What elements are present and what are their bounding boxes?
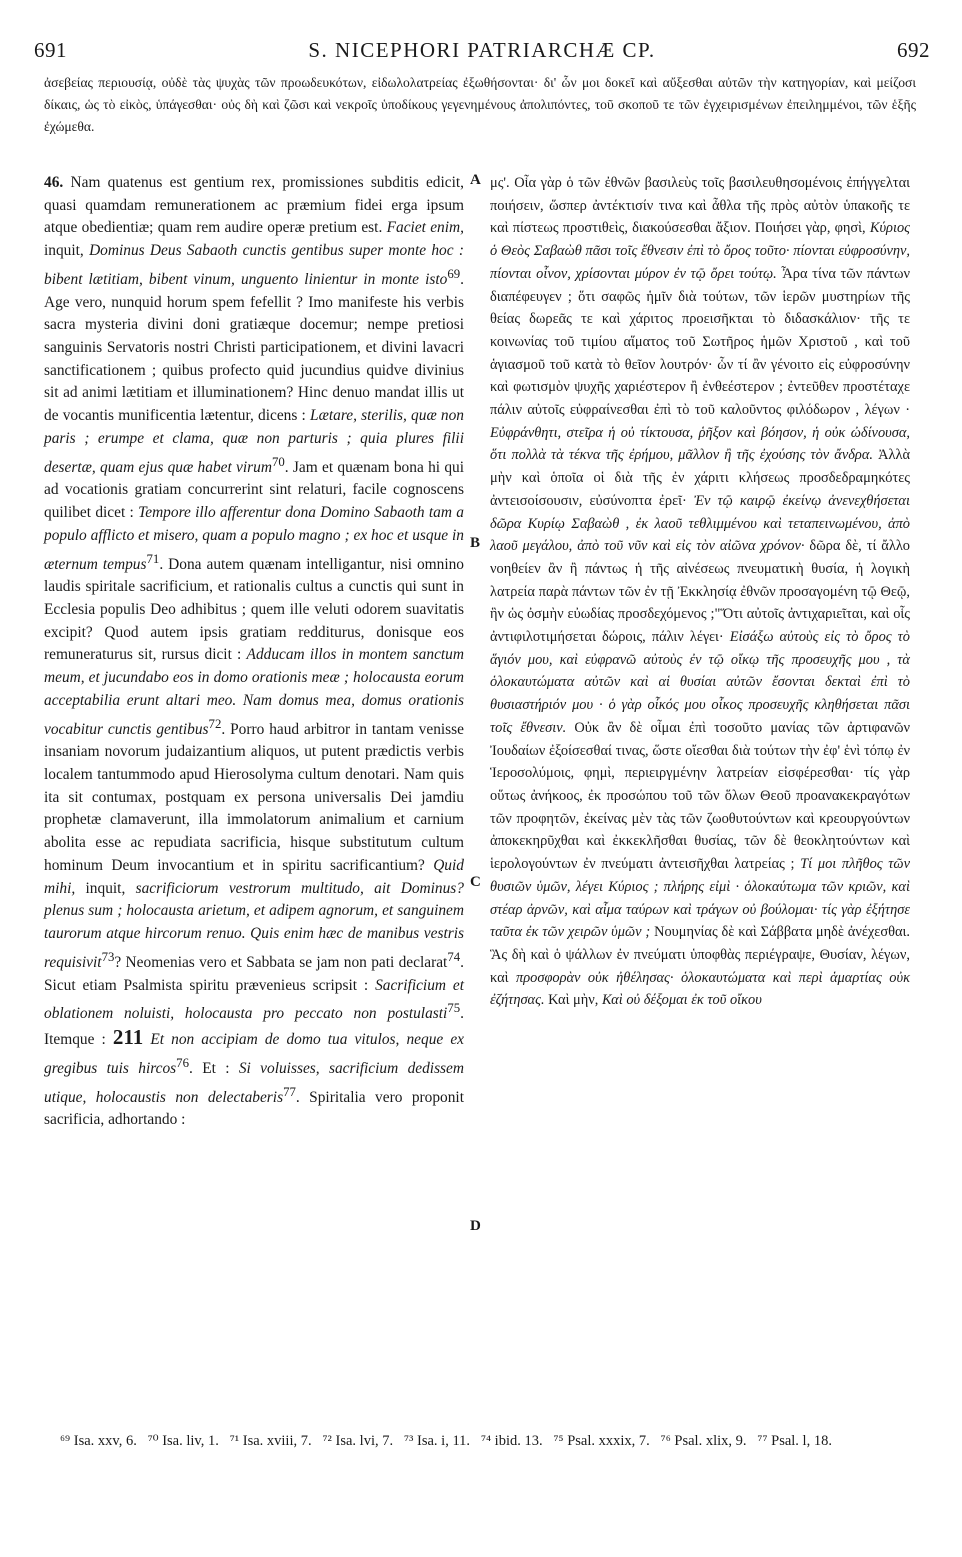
latin-text: ? Neomenias vero et Sabbata se jam non pati declarat <box>114 953 448 971</box>
latin-quote: Tempore illo afferentur dona Domino Sabaoth tam a populo afflicto et misero, quam a populo magno ; ex hoc et usque in æternum tempus <box>44 504 464 573</box>
greek-text: Καὶ μὴν, <box>548 992 599 1009</box>
greek-quote: Ἐν τῷ καιρῷ ἐκείνῳ ἀνενεχθήσεται δῶρα Κυρίῳ Σαβαὼθ , ἐκ λαοῦ τεθλιμμένου καὶ τεταπεινωμένου, ἀπὸ λαοῦ μεγάλου, ἀπὸ τοῦ νῦν καὶ εἰς τὸν αἰῶνα χρόνον· <box>490 492 910 555</box>
footnote: ⁷¹ Isa. xviii, 7. <box>229 1433 312 1449</box>
footnote-ref: 76 <box>176 1055 189 1070</box>
footnote: ⁷² Isa. lvi, 7. <box>322 1433 394 1449</box>
greek-quote: Καὶ οὐ δέξομαι ἐκ τοῦ οἴκου <box>602 992 762 1009</box>
footnote-ref: 71 <box>146 551 160 566</box>
latin-quote: Et non accipiam de domo tua vitulos, neque ex gregibus tuis hircos <box>44 1031 464 1077</box>
footnote: ⁷⁶ Psal. xlix, 9. <box>660 1433 747 1449</box>
right-page-number: 692 <box>897 38 930 62</box>
latin-text: Nam quatenus est gentium rex, promissiones subditis edicit, quasi quamdam remunerationem ac præmium fidei erga ipsum atque obedientiæ; quam rem audire operæ pretium est. <box>44 174 464 237</box>
margin-marker-b: B <box>470 535 481 551</box>
greek-text: Οὐκ ἂν δὲ οἶμαι ἐπὶ τοσοῦτο μανίας τῶν ἀρτιφανῶν Ἰουδαίων ἐξοίσεσθαί τινας, ὥστε οἴεσθαι διὰ τούτων τὴν ἐφ' ἑνὶ τόπῳ ἐν Ἱεροσολύμοις, φημὶ, περιειργμένην λατρείαν εἰσφέρεσθαι· τίς γὰρ οὕτως ἀνήκοος, ἐκ προσώπου τοῦ τῶν ὅλων Θεοῦ προανακεκραγότων τῶν προφητῶν, ἐκείνας μὲν τὰς τῶν ζωοθυτούντων καὶ κρεουργούντων ἀποκεκηρῦχθαι καὶ ἐκκεκλῆσθαι θυσίας, τῶν δὲ θεοκλητούντων καὶ ἱερολογούντων ἐν πνεύματι ἀντεισῆχθαι λατρείας ; <box>490 719 910 873</box>
footnote: ⁷⁷ Psal. l, 18. <box>757 1433 832 1449</box>
latin-column <box>44 172 464 1132</box>
latin-text: . Sicut etiam Psalmista spiritu prævenieus scripsit : <box>44 953 464 994</box>
latin-text: . Jam et quænam bona hi qui ad vocationis gratiam concurrerint sint relaturi, facile cognoscens quilibet dicet : <box>44 458 464 522</box>
latin-text: inquit, <box>44 242 84 260</box>
margin-marker-a: A <box>470 172 481 188</box>
greek-quote: Εὐφράνθητι, στεῖρα ἡ οὐ τίκτουσα, ῥῆξον καὶ βόησον, ἡ οὐκ ὠδίνουσα, ὅτι πολλὰ τὰ τέκνα τῆς ἐρήμου, μᾶλλον ἢ τῆς ἐχούσης τὸν ἄνδρα. <box>490 424 910 464</box>
margin-marker-c: C <box>470 874 481 890</box>
latin-text: . Porro haud arbitror in tantam venisse insaniam novorum judaizantium aliquos, ut putent prædictis verbis localem tantummodo apud Hierosolyma cultum denotari. Nam quis ita sit contumax, postquam ex persona universalis Dei jamdiu prophetæ clamaverunt, illa immolatorum animalium et carnium abolita esse ac repudiata sacrificia, hisque substitutum cultum hominum Deum invocantium et in spiritu sacrificantium? <box>44 720 464 874</box>
latin-text: . Itemque : <box>44 1005 464 1049</box>
footnote-ref: 77 <box>283 1084 296 1099</box>
latin-quote: sacrificiorum vestrorum multitudo, ait Dominus? plenus sum ; holocausta arietum, et adipem agnorum, et sanguinem taurorum atque hircorum renuo. Quis enim hæc de manibus vestris requisivit <box>44 879 464 971</box>
section-number: 46. <box>44 174 64 191</box>
footnote: ⁷³ Isa. i, 11. <box>404 1433 471 1449</box>
latin-quote: Lætare, sterilis, quæ non paris ; erumpe et clama, quæ non parturis ; quia plures filii desertæ, quam ejus quæ habet virum <box>44 407 464 476</box>
latin-quote: Si voluisses, sacrificium dedissem utique, holocaustis non delectaberis <box>44 1059 464 1106</box>
footnote: ⁷⁴ ibid. 13. <box>480 1433 543 1449</box>
left-page-number: 691 <box>34 38 67 62</box>
footnote-ref: 69 <box>447 266 461 281</box>
footnote-ref: 73 <box>101 949 115 964</box>
greek-text: δῶρα δὲ, τί ἄλλο νοηθείεν ἂν ἢ πάντως ἡ τῆς αἰνέσεως πνευματικὴ θυσία, ἡ λογικὴ λατρεία παρὰ πάντων τῶν ἐν τῇ Ἐκκλησίᾳ ἐθνῶν προσαγομένη τῷ Θεῷ, ἣν ὡς ὀσμὴν εὐωδίας προσδεχόμενος ;"Ὅτι αὐτοῖς ἀντιχαριεῖται, καὶ οἷς ἀντιφιλοτιμήσεται δώροις, πάλιν λέγει· <box>490 538 910 646</box>
latin-text: inquit, <box>85 879 126 897</box>
running-title: S. NICEPHORI PATRIARCHÆ CP. <box>308 38 656 62</box>
greek-quote: προσφορὰν οὐκ ἠθέλησας· ὁλοκαυτώματα καὶ περὶ ἁμαρτίας οὐκ ἐζήτησας. <box>490 969 910 1009</box>
footnote-ref: 72 <box>208 716 222 731</box>
footnote-ref: 74 <box>447 949 461 964</box>
greek-quote: Τί μοι πλῆθος τῶν θυσιῶν ὑμῶν, λέγει Κύριος ; πλήρης εἰμὶ · ὁλοκαύτωμα τῶν κριῶν, καὶ στέαρ ἀρνῶν, καὶ αἷμα ταύρων καὶ τράγων οὐ βούλομαι· τίς γὰρ ἐξήτησε ταῦτα ἐκ τῶν χειρῶν ὑμῶν ; <box>490 856 910 941</box>
greek-paragraph <box>490 172 910 1012</box>
migne-column-mark: 211 <box>112 1025 144 1050</box>
greek-quote: Κύριος ὁ Θεὸς Σαβαὼθ πᾶσι τοῖς ἔθνεσιν ἐπὶ τὸ ὄρος τοῦτο· πίονται εὐφροσύνην, πίονται οἶνον, χρίσονται μύρον ἐν τῷ ὄρει τούτῳ. <box>490 220 910 282</box>
latin-paragraph <box>44 172 464 1132</box>
latin-quote: Sacrificium et oblationem noluisti, holocausta pro peccato non postulasti <box>44 976 464 1023</box>
latin-quote: Adducam illos in montem sanctum meum, et jucundabo eos in domo orationis meæ ; holocausta eorum acceptabilia erunt altari meo. Nam domus mea, domus orationis vocabitur cunctis gentibus <box>44 646 464 738</box>
margin-marker-d: D <box>470 1218 481 1234</box>
footnote: ⁷⁰ Isa. liv, 1. <box>147 1433 219 1449</box>
footnote: ⁶⁹ Isa. xxv, 6. <box>60 1433 137 1449</box>
latin-quote: Faciet enim, <box>386 219 464 237</box>
intro-greek-paragraph: ἀσεβείας περιουσίᾳ, οὐδὲ τὰς ψυχὰς τῶν προωδευκότων, εἰδωλολατρείας ἐξωθήσονται· δι' ὧν μοι δοκεῖ καὶ αὔξεσθαι αὐτῶν τὴν κατηγορίαν, καὶ μείζοσι δίκαις, ὡς τὸ εἰκὸς, ὑπάγεσθαι· οὐς δὴ καὶ ζῶσι καὶ νεκροῖς ὑποδίκους γεγενημένους ἀπολιπόντες, τοῦ σκοποῦ τε τῶν ἐγχειρισμένων ἐπειλημμένοι, τῶν ἑξῆς ἐχώμεθα. <box>44 75 916 134</box>
latin-quote: Dominus Deus Sabaoth cunctis gentibus super monte hoc : bibent lætitiam, bibent vinum, unguento linientur in monte isto <box>44 242 464 288</box>
greek-text: μς'. Οἷα γὰρ ὁ τῶν ἐθνῶν βασιλεὺς τοῖς βασιλευθησομένοις ἐπήγγελται ποιήσειν, ὥσπερ ἀντέκτισίν τινα καὶ ἆθλα τῆς πρὸς αὐτὸν ὑπακοῆς τε καὶ πίστεως προστιθεὶς, διακούσεσθαι ἄξιον. Ποιήσει γὰρ, φησὶ, <box>490 175 910 237</box>
greek-column <box>490 172 910 1012</box>
footnote-ref: 75 <box>447 1001 461 1016</box>
page-header <box>34 38 930 68</box>
greek-text: Ἆρα τίνα τῶν πάντων διαπέφευγεν ; ὅτι σαφῶς ἡμῖν διὰ τούτων, τῶν ἱερῶν μυστηρίων τῆς θείας δωρεᾶς τε καὶ χάριτος προεισῆκται τὸ διδασκάλιον· τῆς τε κοινωνίας τοῦ τιμίου αἵματος τοῦ Σωτῆρος ἡμῶν Χριστοῦ , καὶ τοῦ ἁγιασμοῦ τοῦ κατὰ τὸ θεῖον λουτρόν· ὧν τί ἂν γένοιτο εἰς εὐφροσύνην καὶ φωτισμὸν ψυχῆς χαριέστερον ἢ ἐνθεέστερον ; ἐντεῦθεν προστέταχε πάλιν αὐτοῖς εὐφραίνεσθαι ἐπὶ τὸ τοῦ καλοῦντος φιλόδωρον , λέγων · <box>490 265 910 419</box>
latin-text: . Dona autem quænam intelligantur, nisi omnino laudis spiritale sacrificium, et rationalis cultus a cunctis qui sunt in Ecclesia populis Deo adhibitus ; quem ille veluti odorem suavitatis excipit? Quod autem ipsis gratiam redditurus, donisque eos remuneraturus sit, rursus dicit : <box>44 555 464 664</box>
greek-text: Ἀλλὰ μὴν καὶ ὁποῖα οἱ διὰ τῆς ἐν χάριτι κλήσεως προσδεδραμηκότες ἀντεισοίσουσιν, εὐσύνοπτα ἐρεῖ· <box>490 447 910 509</box>
footnote-ref: 70 <box>271 454 285 469</box>
latin-text: . Age vero, nunquid horum spem fefellit ? Imo manifeste his verbis sacra mysteria divini doni gratiæque docemur; nempe pretiosi sanguinis Servatoris nostri Christi participationem, et divini lavacri sanctificationem ; quibus profecto quid jucundius quidve divinius sit ad animi lætitiam et illuminationem? Hinc denuo mandat illis ut de vocantis munificentia lætentur, dicens : <box>44 270 464 425</box>
footnotes <box>60 1430 920 1452</box>
latin-text: . Et : <box>188 1059 230 1077</box>
latin-text: . Spiritalia vero proponit sacrificia, adhortando : <box>44 1088 464 1129</box>
greek-text: Νουμηνίας δὲ καὶ Σάββατα μηδὲ ἀνέχεσθαι. Ἃς δὴ καὶ ὁ ψάλλων ἐν πνεύματι ὑποφθὰς περιέγραψε, Θυσίαν, λέγων, καὶ <box>490 924 910 986</box>
footnote: ⁷⁵ Psal. xxxix, 7. <box>553 1433 650 1449</box>
greek-quote: Εἰσάξω αὐτοὺς εἰς τὸ ὄρος τὸ ἅγιόν μου, καὶ εὐφρανῶ αὐτοὺς ἐν τῷ οἴκῳ τῆς προσευχῆς μου , τὰ ὁλοκαυτώματα αὐτῶν καὶ αἱ θυσίαι αὐτῶν ἔσονται δεκταὶ ἐπὶ τὸ θυσιαστήριόν μου · ὁ γὰρ οἶκός μου οἶκος προσευχῆς κληθήσεται πᾶσι τοῖς ἔθνεσιν. <box>490 629 910 736</box>
latin-quote: Quid mihi, <box>44 856 464 897</box>
